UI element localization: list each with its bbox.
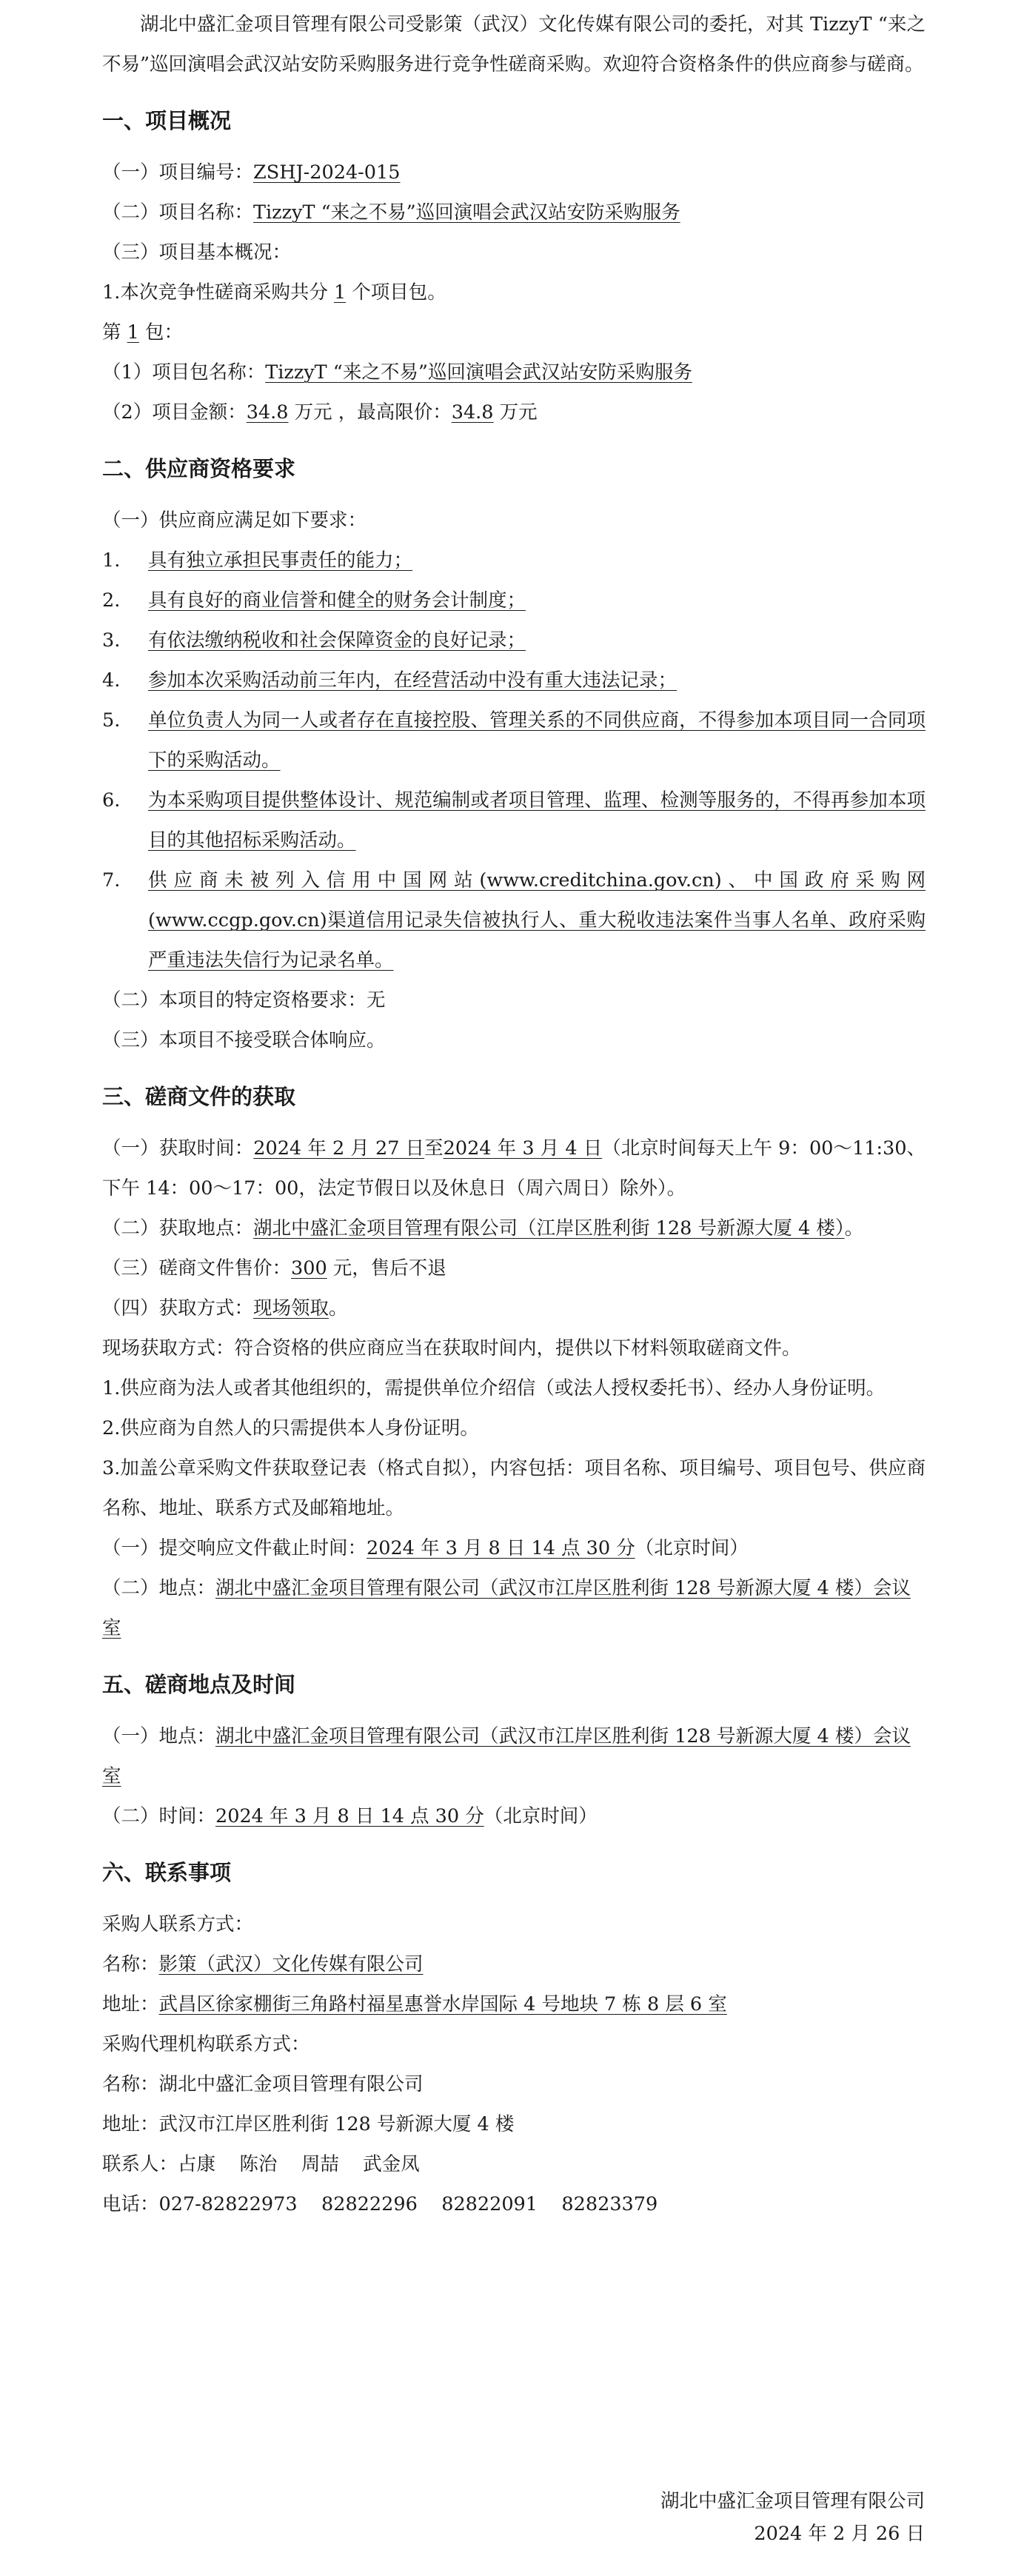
submission-place: 湖北中盛汇金项目管理有限公司（武汉市江岸区胜利街 128 号新源大厦 4 楼）	[215, 1577, 873, 1599]
material-item-3: 3.加盖公章采购文件获取登记表（格式自拟），内容包括：项目名称、项目编号、项目包号、供应商名称、地址、联系方式及邮箱地址。	[102, 1457, 926, 1519]
acquire-way: 现场领取	[253, 1297, 329, 1319]
package-name: TizzyT “来之不易”巡回演唱会武汉站安防采购服务	[265, 361, 692, 384]
list-item	[102, 660, 926, 700]
list-item	[102, 541, 926, 581]
package-name-line	[102, 352, 926, 392]
list-item-number: 7.	[102, 869, 121, 891]
signature-block	[660, 2485, 925, 2550]
list-item-number: 5.	[102, 709, 121, 732]
package-number-pre: 第	[102, 321, 127, 344]
amount-value: 34.8	[246, 401, 289, 424]
list-item-text: 有依法缴纳税收和社会保障资金的良好记录；	[148, 629, 526, 652]
venue-time-post: （北京时间）	[484, 1805, 598, 1827]
list-item-text: 为本采购项目提供整体设计、规范编制或者项目管理、监理、检测等服务的，不得再参加本项目的其他招标采购活动。	[148, 789, 926, 852]
venue-place: 湖北中盛汇金项目管理有限公司（武汉市江岸区胜利街 128 号新源大厦 4 楼）	[215, 1725, 873, 1747]
package-count-pre: 1.本次竞争性磋商采购共分	[102, 281, 334, 304]
package-name-label: （1）项目包名称：	[102, 361, 266, 384]
submission-deadline-line	[102, 1528, 926, 1568]
document-price-line	[102, 1248, 926, 1288]
acquire-time-start: 2024 年 2 月 27 日	[253, 1137, 425, 1160]
section-title-documents: 三、磋商文件的获取	[102, 1084, 296, 1109]
project-name-label: （二）项目名称：	[102, 201, 254, 224]
joint-venture-line: （三）本项目不接受联合体响应。	[102, 1029, 386, 1051]
amount-label: （2）项目金额：	[102, 401, 247, 424]
signature-org: 湖北中盛汇金项目管理有限公司	[660, 2490, 925, 2512]
list-item	[102, 780, 926, 860]
agent-heading: 采购代理机构联系方式：	[102, 2033, 310, 2055]
package-number-line	[102, 312, 926, 352]
venue-place-label: （一）地点：	[102, 1725, 216, 1747]
agent-address-line: 地址：武汉市江岸区胜利街 128 号新源大厦 4 楼	[102, 2113, 515, 2135]
package-number: 1	[127, 321, 139, 344]
list-item-text: 具有良好的商业信誉和健全的财务会计制度；	[148, 589, 526, 612]
acquire-time-label: （一）获取时间：	[102, 1137, 254, 1160]
list-item-number: 1.	[102, 549, 121, 572]
list-item-text: 单位负责人为同一人或者存在直接控股、管理关系的不同供应商，不得参加本项目同一合同项下的采购活动。	[148, 709, 926, 772]
deadline-value: 2024 年 3 月 8 日 14 点 30 分	[367, 1537, 635, 1559]
list-item-text: 供应商未被列入信用中国网站(www.creditchina.gov.cn)、中国政府采购网(www.ccgp.gov.cn)渠道信用记录失信被执行人、重大税收违法案件当事人名单、政府采购严重违法失信行为记录名单。	[148, 869, 926, 971]
submission-place-line	[102, 1568, 926, 1648]
acquire-time-mid: 至	[424, 1137, 444, 1160]
venue-time-label: （二）时间：	[102, 1805, 216, 1827]
document-price-label: （三）磋商文件售价：	[102, 1257, 292, 1279]
intro-paragraph: 湖北中盛汇金项目管理有限公司受影策（武汉）文化传媒有限公司的委托，对其 TizzyT “来之不易”巡回演唱会武汉站安防采购服务进行竞争性磋商采购。欢迎符合资格条件的供应商参与磋商。	[102, 13, 926, 76]
acquire-way-end: 。	[329, 1297, 348, 1319]
venue-place-line	[102, 1716, 926, 1796]
section-title-contacts: 六、联系事项	[102, 1860, 232, 1885]
project-name-line	[102, 193, 926, 232]
document-price: 300	[291, 1257, 327, 1279]
acquire-place-label: （二）获取地点：	[102, 1217, 254, 1240]
submission-room: 会议室	[102, 1577, 911, 1639]
buyer-heading: 采购人联系方式：	[102, 1913, 254, 1936]
special-requirement-line: （二）本项目的特定资格要求：无	[102, 989, 386, 1011]
list-item-number: 2.	[102, 589, 121, 612]
qualification-lead: （一）供应商应满足如下要求：	[102, 509, 367, 532]
buyer-name-line	[102, 1944, 926, 1984]
max-price-unit: 万元	[493, 401, 538, 424]
section-title-venue: 五、磋商地点及时间	[102, 1672, 296, 1697]
buyer-name: 影策（武汉）文化传媒有限公司	[158, 1953, 424, 1976]
acquire-place-end: 。	[844, 1217, 864, 1240]
package-count-line	[102, 272, 926, 312]
deadline-post: （北京时间）	[635, 1537, 749, 1559]
buyer-address-label: 地址：	[102, 1993, 159, 2015]
acquire-time-end: 2024 年 3 月 4 日	[443, 1137, 603, 1160]
section-title-overview: 一、项目概况	[102, 108, 232, 133]
list-item-number: 6.	[102, 789, 121, 812]
announcement-document	[102, 4, 926, 2224]
acquire-time-line	[102, 1128, 926, 1208]
list-item	[102, 620, 926, 660]
project-code-label: （一）项目编号：	[102, 161, 254, 184]
acquire-time-note: （北京时间每天上午 9：00～11:30、下午 14：00～17：00，法定节假日以及休息日（周六周日）除外）。	[102, 1137, 926, 1200]
deadline-label: （一）提交响应文件截止时间：	[102, 1537, 367, 1559]
package-amount-line	[102, 392, 926, 432]
submission-place-label: （二）地点：	[102, 1577, 216, 1599]
onsite-method-line: 现场获取方式：符合资格的供应商应当在获取时间内，提供以下材料领取磋商文件。	[102, 1337, 801, 1359]
acquire-place-line	[102, 1208, 926, 1248]
document-price-post: 元，售后不退	[327, 1257, 446, 1279]
list-item-number: 4.	[102, 669, 121, 692]
material-item-2: 2.供应商为自然人的只需提供本人身份证明。	[102, 1417, 479, 1439]
package-count-post: 个项目包。	[346, 281, 446, 304]
list-item-number: 3.	[102, 629, 121, 652]
section-title-qualifications: 二、供应商资格要求	[102, 456, 296, 481]
max-price-value: 34.8	[451, 401, 494, 424]
contact-persons-line: 联系人：占康 陈治 周喆 武金凤	[102, 2153, 420, 2175]
agent-name-line: 名称：湖北中盛汇金项目管理有限公司	[102, 2073, 424, 2095]
project-basic-heading: （三）项目基本概况：	[102, 241, 292, 264]
buyer-address-line	[102, 1984, 926, 2024]
acquire-way-label: （四）获取方式：	[102, 1297, 254, 1319]
list-item-text: 参加本次采购活动前三年内，在经营活动中没有重大违法记录；	[148, 669, 678, 692]
project-name: TizzyT “来之不易”巡回演唱会武汉站安防采购服务	[253, 201, 680, 224]
phone-numbers-line: 电话：027-82822973 82822296 82822091 82823379	[102, 2193, 658, 2215]
buyer-address: 武昌区徐家棚街三角路村福星惠誉水岸国际 4 号地块 7 栋 8 层 6 室	[158, 1993, 727, 2015]
venue-room: 会议室	[102, 1725, 911, 1787]
venue-time-line	[102, 1796, 926, 1836]
material-item-1: 1.供应商为法人或者其他组织的，需提供单位介绍信（或法人授权委托书）、经办人身份证明。	[102, 1377, 886, 1399]
acquire-place: 湖北中盛汇金项目管理有限公司（江岸区胜利街 128 号新源大厦 4 楼）	[253, 1217, 845, 1240]
acquire-way-line	[102, 1288, 926, 1328]
buyer-name-label: 名称：	[102, 1953, 159, 1976]
project-code: ZSHJ-2024-015	[253, 161, 401, 184]
package-count: 1	[333, 281, 347, 304]
amount-unit: 万元 ，最高限价：	[288, 401, 452, 424]
project-code-line	[102, 153, 926, 193]
list-item	[102, 581, 926, 620]
signature-date: 2024 年 2 月 26 日	[754, 2523, 925, 2545]
list-item	[102, 860, 926, 980]
list-item-text: 具有独立承担民事责任的能力；	[148, 549, 413, 572]
list-item	[102, 700, 926, 780]
package-number-post: 包：	[138, 321, 183, 344]
venue-time: 2024 年 3 月 8 日 14 点 30 分	[215, 1805, 484, 1827]
